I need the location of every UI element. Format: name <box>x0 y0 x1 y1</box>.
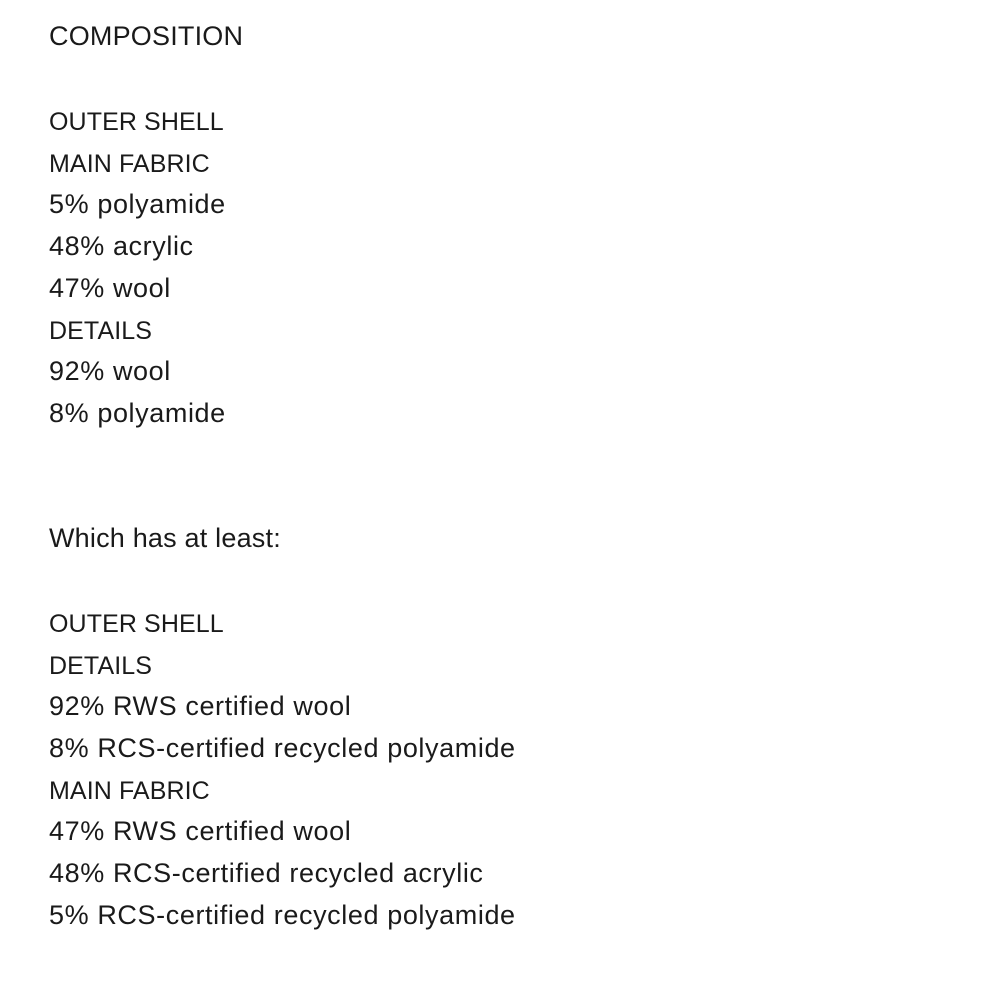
main-fabric-label: MAIN FABRIC <box>49 150 210 178</box>
certified-main-fabric-item: 47% RWS certified wool <box>49 816 352 846</box>
certified-details-label: DETAILS <box>49 652 153 680</box>
details-item: 8% polyamide <box>49 398 226 428</box>
main-fabric-item: 47% wool <box>49 273 171 303</box>
certified-main-fabric-item: 48% RCS-certified recycled acrylic <box>49 858 484 888</box>
certified-intro: Which has at least: <box>49 523 281 553</box>
details-item: 92% wool <box>49 356 171 386</box>
certified-main-fabric-label: MAIN FABRIC <box>49 777 210 805</box>
certified-details-item: 8% RCS-certified recycled polyamide <box>49 733 516 763</box>
outer-shell-label: OUTER SHELL <box>49 108 224 136</box>
certified-outer-shell-label: OUTER SHELL <box>49 610 224 638</box>
composition-title: COMPOSITION <box>49 21 244 51</box>
details-label: DETAILS <box>49 317 153 345</box>
certified-main-fabric-item: 5% RCS-certified recycled polyamide <box>49 900 516 930</box>
composition-document <box>49 0 969 1000</box>
main-fabric-item: 48% acrylic <box>49 231 194 261</box>
certified-details-item: 92% RWS certified wool <box>49 691 352 721</box>
main-fabric-item: 5% polyamide <box>49 189 226 219</box>
